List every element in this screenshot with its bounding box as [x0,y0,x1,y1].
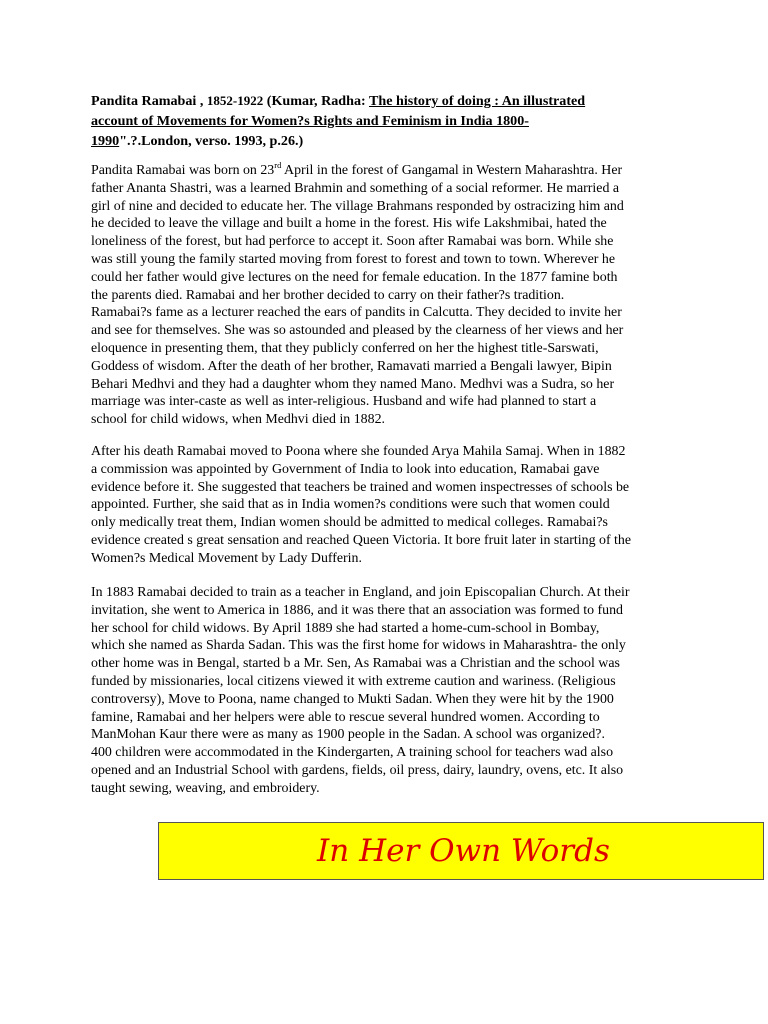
paragraph-line: appointed. Further, she said that as in India women?s conditions were such that women could [91,497,610,513]
paragraph-3 [91,584,691,798]
paragraph-line: opened and an Industrial School with gardens, fields, oil press, dairy, laundry, ovens, etc. It also [91,762,624,778]
paragraph-2 [91,443,691,568]
paragraph-line: was still young the family started moving from forest to forest and town to town. Wherever he [91,251,615,267]
paragraph-line: a commission was appointed by Government of India to look into education, Ramabai gave [91,461,600,477]
paragraph-line: other home was in Bengal, started b a Mr. Sen, As Ramabai was a Christian and the school was [91,656,620,672]
paragraph-line: father Ananta Shastri, was a learned Brahmin and something of a social reformer. He married a [91,180,620,196]
paragraph-line: Ramabai?s fame as a lecturer reached the ears of pandits in Calcutta. They decided to invite her [91,305,622,321]
paragraph-line: could her father would give lectures on the need for female education. In the 1877 famine both [91,269,618,285]
paragraph-1 [91,162,691,429]
paragraph-line: evidence created s great sensation and reached Queen Victoria. It bore fruit later in starting of the [91,532,632,548]
paragraph-line: he decided to leave the village and built a home in the forest. His wife Lakshmibai, hated the [91,216,607,232]
paragraph-line: and see for themselves. She was so astounded and pleased by the clearness of her views and her [91,323,624,339]
paragraph-line: taught sewing, weaving, and embroidery. [91,780,320,796]
paragraph-line: In 1883 Ramabai decided to train as a teacher in England, and join Episcopalian Church. At their [91,585,630,600]
citation-title-3: 1990 [91,133,120,149]
paragraph-line: loneliness of the forest, but had perforce to accept it. Soon after Ramabai was born. While she [91,234,614,250]
paragraph-line: school for child widows, when Medhvi died in 1882. [91,412,385,428]
paragraph-line: controversy), Move to Poona, name changed to Mukti Sadan. When they were hit by the 1900 [91,691,614,707]
paragraph-line: her school for child widows. By April 1889 she had started a home-cum-school in Bombay, [91,620,600,636]
paragraph-line: 400 children were accommodated in the Kindergarten, A training school for teachers wad also [91,745,614,761]
citation-open: (Kumar, Radha: [263,93,369,109]
paragraph-line: invitation, she went to America in 1886, and it was there that an association was formed to fund [91,602,623,618]
paragraph-line: only medically treat them, Indian women should be admitted to medical colleges. Ramabai?s [91,515,608,531]
paragraph-line: funded by missionaries, local citizens viewed it with extreme caution and wariness. (Religious [91,673,616,689]
paragraph-line: which she named as Sharda Sadan. This was the first home for widows in Maharashtra- the only [91,638,626,654]
paragraph-line: famine, Ramabai and her helpers were able to rescue several hundred women. According to [91,709,600,725]
paragraph-line: ManMohan Kaur there were as many as 1900 people in the Sadan. A school was organized?. [91,727,605,743]
paragraph-line: Goddess of wisdom. After the death of her brother, Ramavati married a Bengali lawyer, Bipin [91,358,612,374]
citation-title-2: account of Movements for Women?s Rights and Feminism in India 1800- [91,113,529,129]
paragraph-line: Women?s Medical Movement by Lady Dufferin. [91,550,362,566]
citation-title-1: The history of doing : An illustrated [368,93,586,109]
citation-close: ".?.London, verso. 1993, p.26.) [119,133,304,149]
paragraph-line: girl of nine and decided to educate her. The village Brahmans responded by ostracizing him and [91,198,624,214]
paragraph-line: After his death Ramabai moved to Poona where she founded Arya Mahila Samaj. When in 1882 [91,444,626,459]
paragraph-line: Pandita Ramabai was born on 23rd April in the forest of Gangamal in Western Maharashtra. Her [91,160,623,178]
document-heading: Pandita Ramabai , 1852-1922 (Kumar, Radha: The history of doing : An illustrated account of Movements for Women?s Rights and Feminism in India 1800- 1990".?.London, verso. 1993, p.26.) [91,93,586,149]
subject-name: Pandita Ramabai [91,93,197,109]
paragraph-line: evidence before it. She suggested that teachers be trained and women inspectresses of schools be [91,479,630,495]
banner-title: In Her Own Words [317,833,610,869]
paragraph-line: the parents died. Ramabai and her brother decided to carry on their father?s tradition. [91,287,565,303]
paragraph-line: eloquence in presenting them, that they publicly conferred on her the highest title-Sarswati, [91,340,599,356]
paragraph-line: marriage was inter-caste as well as inter-religious. Husband and wife had planned to start a [91,394,597,410]
life-years: 1852-1922 [206,93,264,108]
paragraph-line: Behari Medhvi and they had a daughter whom they named Mano. Medhvi was a Sudra, so her [91,376,615,392]
section-banner [158,822,764,880]
